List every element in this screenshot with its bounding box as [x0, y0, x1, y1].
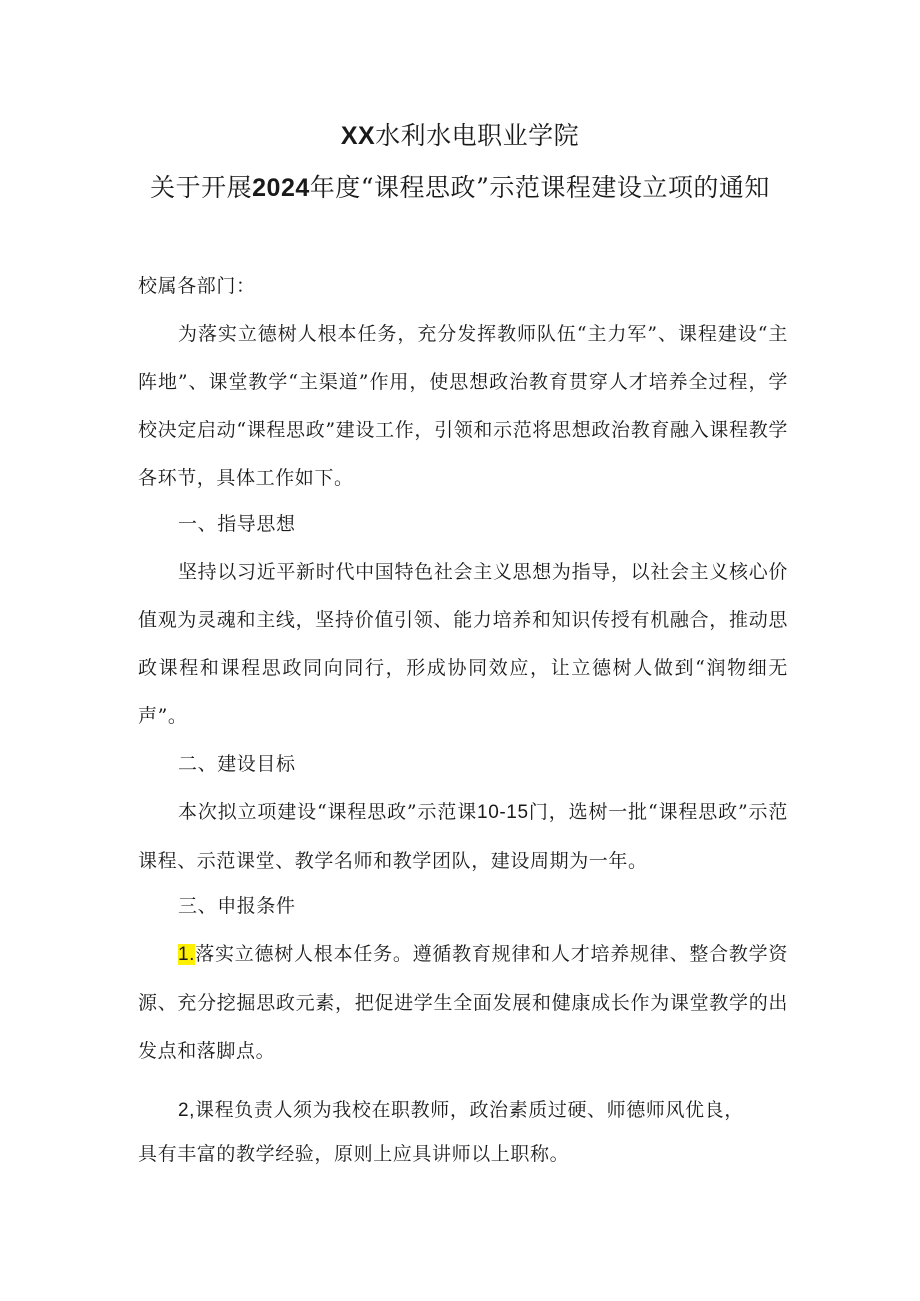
- item-1-text: 落实立德树人根本任务。遵循教育规律和人才培养规律、整合教学资源、充分挖掘思政元素，把促进学生全面发展和健康成长作为课堂教学的出发点和落脚点。: [138, 943, 788, 1062]
- school-name: [0, 118, 920, 154]
- condition-item-1: [138, 930, 788, 1075]
- item-2-line-1-text: 课程负责人须为我校在职教师，政治素质过硬、师德师风优良，: [195, 1099, 744, 1121]
- notice-title-part1: 关于开展: [150, 173, 253, 202]
- item-2-marker: 2,: [178, 1100, 196, 1121]
- notice-title-part2: 年度“课程思政”示范课程建设立项的通知: [309, 173, 770, 202]
- section-1-body: 坚持以习近平新时代中国特色社会主义思想为指导，以社会主义核心价值观为灵魂和主线，坚持价值引领、能力培养和知识传授有机融合，推动思政课程和课程思政同向同行，形成协同效应，让立德树人做到“润物细无声”。: [138, 561, 788, 727]
- school-name-rest: 水利水电职业学院: [375, 121, 580, 150]
- section-2-heading: 二、建设目标: [178, 753, 296, 775]
- section-1-heading: 一、指导思想: [178, 513, 296, 535]
- section-2-body-part1: 本次拟立项建设“课程思政”示范课: [178, 801, 478, 823]
- item-1-marker-highlighted: 1.: [178, 944, 196, 965]
- intro-paragraph: 为落实立德树人根本任务，充分发挥教师队伍“主力军”、课程建设“主阵地”、课堂教学“主渠道”作用，使思想政治教育贯穿人才培养全过程，学校决定启动“课程思政”建设工作，引领和示范将思想政治教育融入课程教学各环节，具体工作如下。: [138, 323, 788, 489]
- course-count: 10-15: [477, 802, 529, 823]
- section-2-body: [138, 788, 788, 885]
- salutation: 校属各部门：: [138, 275, 256, 297]
- condition-item-2-line-1: [138, 1086, 788, 1135]
- notice-title-year: 2024: [252, 174, 310, 202]
- school-name-prefix: XX: [340, 122, 376, 150]
- section-2-body-part2: 门，选树一批“课程思政”示范课程、示范课堂、教学名师和教学团队，建设周期为一年。: [138, 801, 788, 872]
- condition-item-2-line-2: 具有丰富的教学经验，原则上应具讲师以上职称。: [138, 1143, 570, 1165]
- section-3-heading: 三、申报条件: [178, 895, 296, 917]
- notice-title: [0, 170, 920, 206]
